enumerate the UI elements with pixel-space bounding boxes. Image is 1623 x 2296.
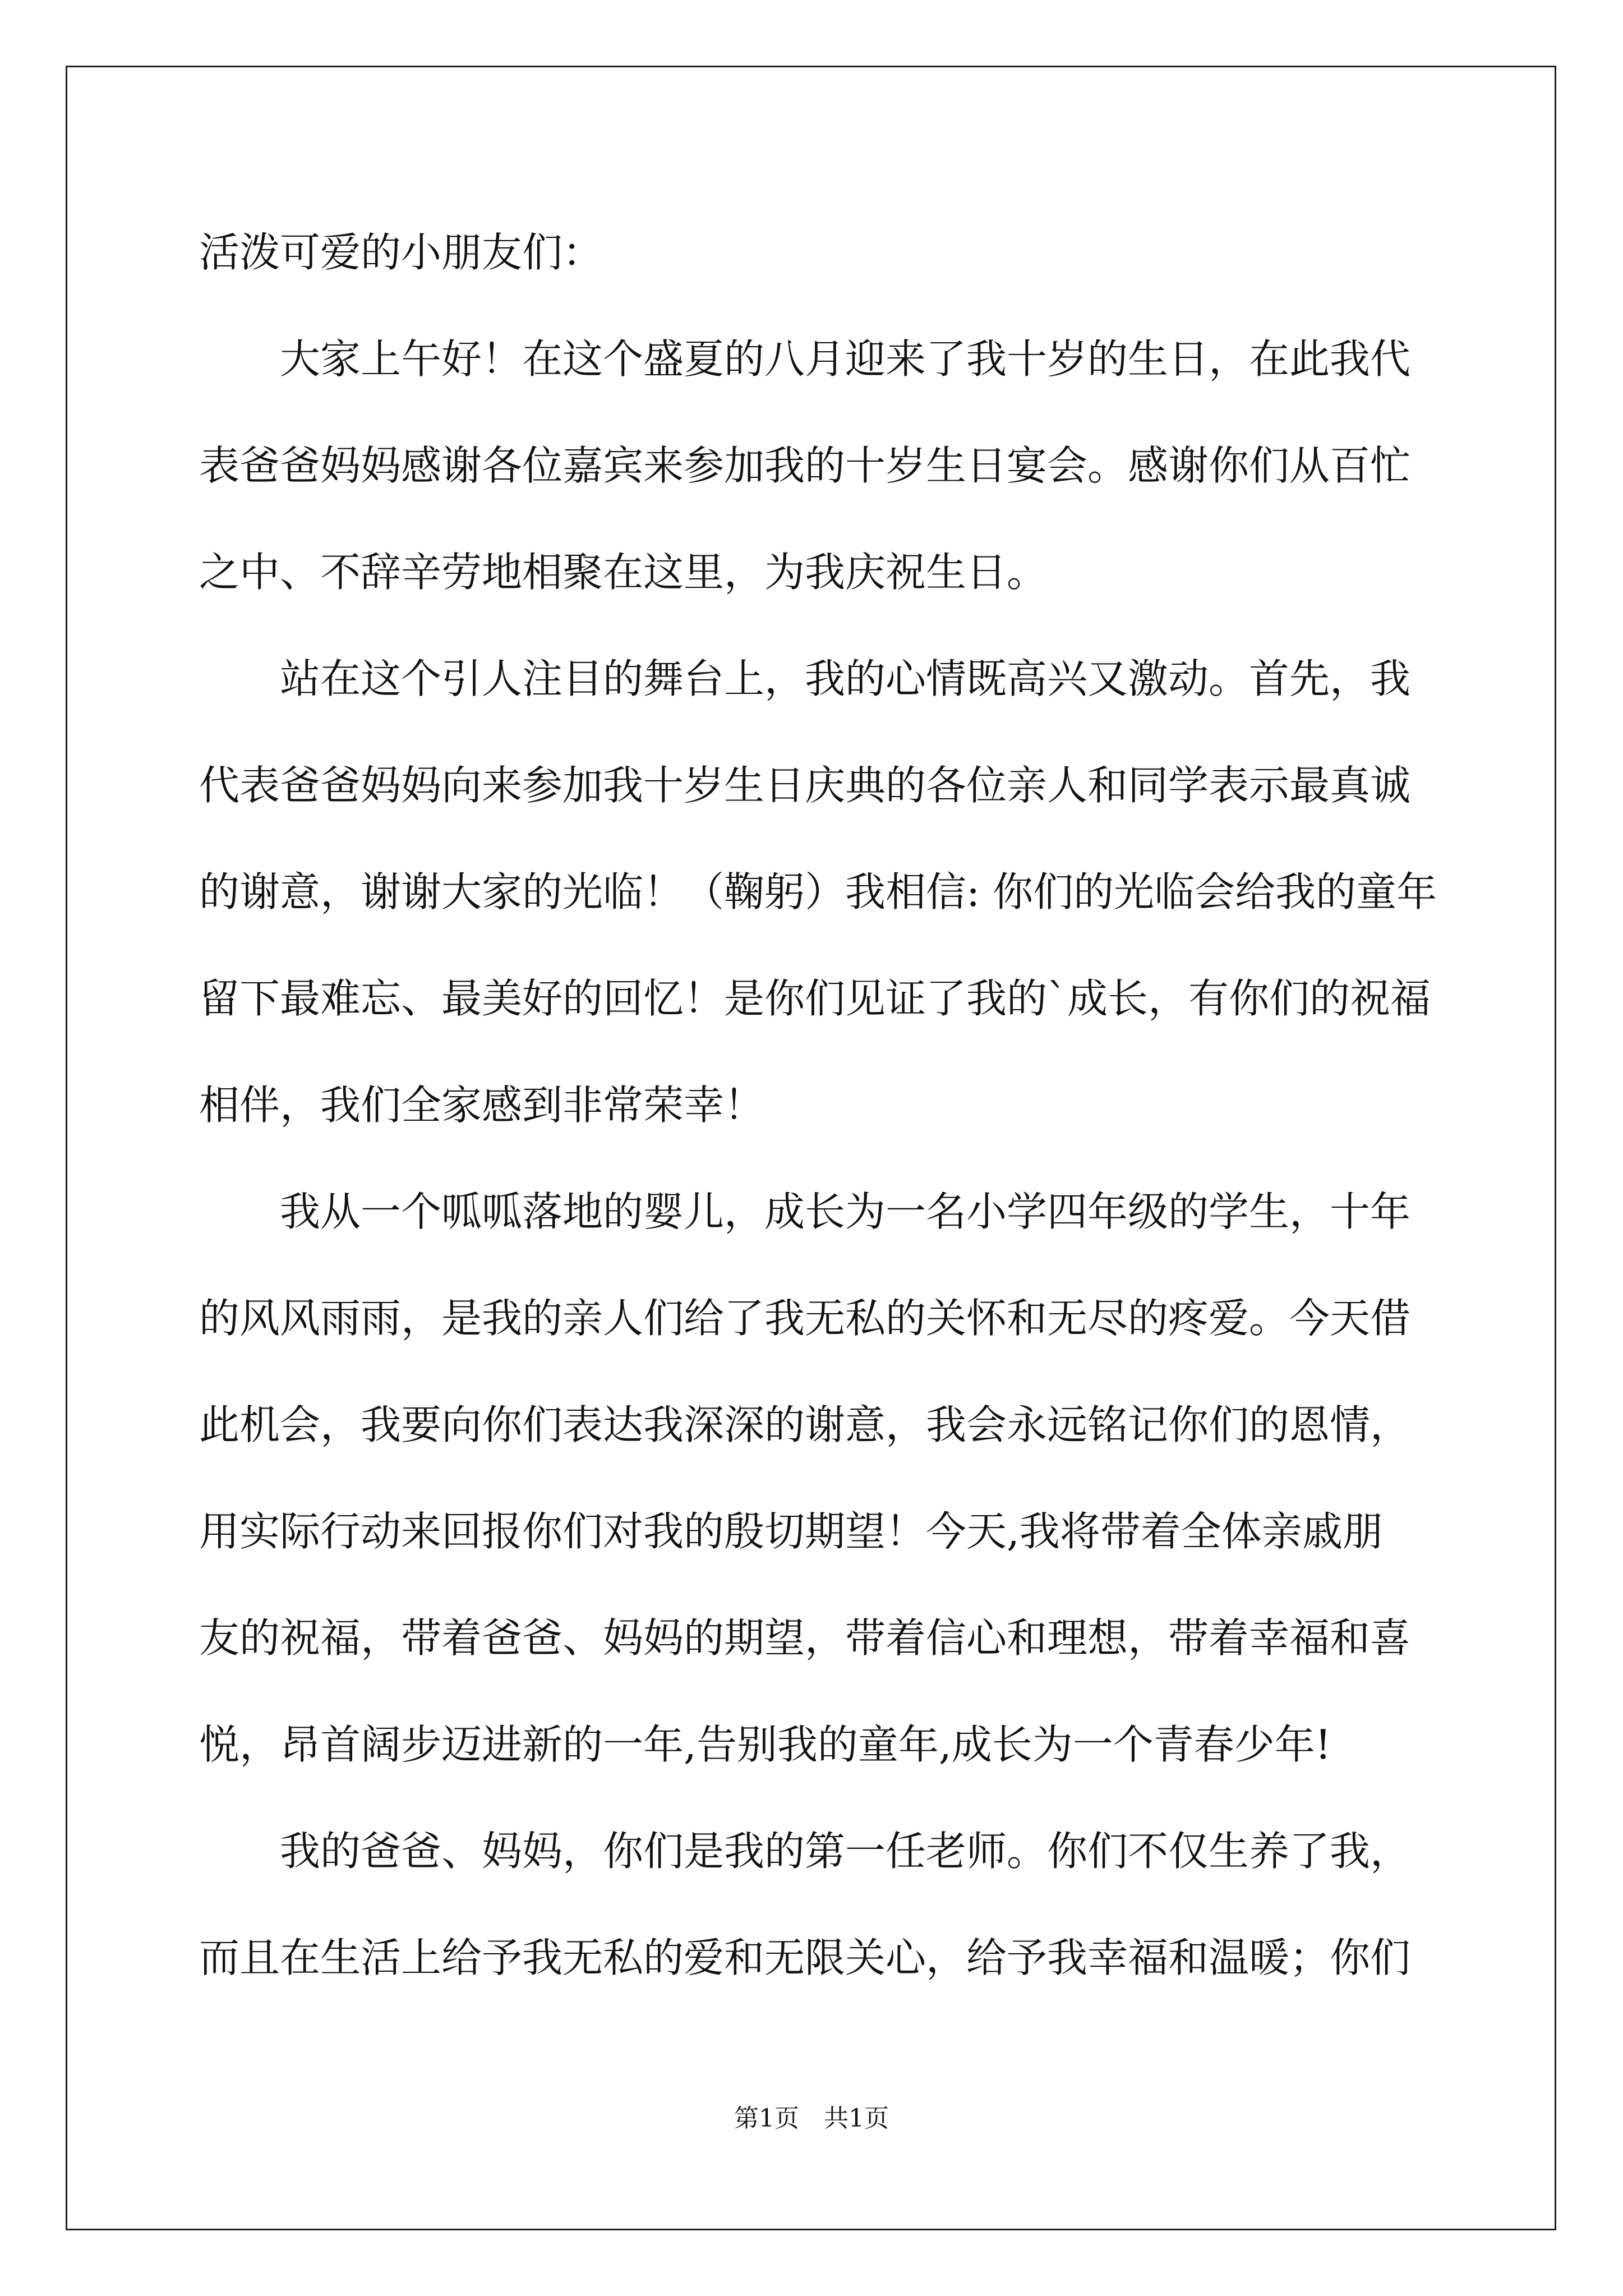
text-line: 表爸爸妈妈感谢各位嘉宾来参加我的十岁生日宴会。感谢你们从百忙: [199, 442, 1411, 489]
text-line: 我从一个呱呱落地的婴儿，成长为一名小学四年级的学生，十年: [199, 1188, 1411, 1235]
text-line: 大家上午好！在这个盛夏的八月迎来了我十岁的生日，在此我代: [199, 335, 1411, 383]
text-line: 用实际行动来回报你们对我的殷切期望！今天,我将带着全体亲戚朋: [199, 1508, 1383, 1555]
text-line: 相伴，我们全家感到非常荣幸！: [199, 1082, 765, 1129]
salutation-line: 活泼可爱的小朋友们：: [199, 229, 603, 276]
text-line: 友的祝福，带着爸爸、妈妈的期望，带着信心和理想，带着幸福和喜: [199, 1614, 1411, 1662]
text-line: 的谢意，谢谢大家的光临！（鞠躬）我相信: 你们的光临会给我的童年: [199, 868, 1437, 915]
text-line: 我的爸爸、妈妈，你们是我的第一任老师。你们不仅生养了我，: [199, 1828, 1411, 1875]
text-line: 留下最难忘、最美好的回忆！是你们见证了我的`成长，有你们的祝福: [199, 975, 1431, 1022]
page-frame: [66, 66, 1556, 2230]
text-line: 而且在生活上给予我无私的爱和无限关心，给予我幸福和温暖；你们: [199, 1934, 1411, 1981]
text-line: 之中、不辞辛劳地相聚在这里，为我庆祝生日。: [199, 549, 1048, 596]
page-number-footer: 第1页 共1页: [734, 2104, 889, 2133]
text-line: 悦，昂首阔步迈进新的一年,告别我的童年,成长为一个青春少年!: [199, 1721, 1331, 1768]
text-line: 的风风雨雨，是我的亲人们给了我无私的关怀和无尽的疼爱。今天借: [199, 1295, 1411, 1342]
text-line: 代表爸爸妈妈向来参加我十岁生日庆典的各位亲人和同学表示最真诚: [199, 762, 1411, 809]
text-line: 站在这个引人注目的舞台上，我的心情既高兴又激动。首先，我: [199, 655, 1411, 702]
text-line: 此机会，我要向你们表达我深深的谢意，我会永远铭记你们的恩情，: [199, 1401, 1411, 1448]
